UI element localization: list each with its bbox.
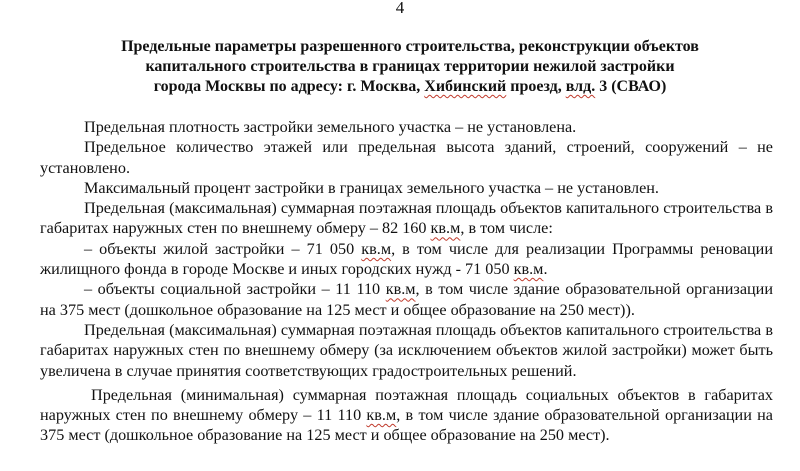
paragraph-max-area	[40, 198, 773, 239]
social-unit: кв.м	[385, 280, 416, 299]
min-social-tail: , в том числе здание образовательной организации на 375 мест (дошкольное образование на 125 мест и общее образование на 250 мест).	[40, 406, 773, 445]
paragraph-floors: Предельное количество этажей или предельная высота зданий, строений, сооружений – не установлено.	[40, 138, 773, 177]
min-social-text: Предельная (минимальная) суммарная поэтажная площадь социальных объектов в габаритах наружных стен по внешнему обмеру – 11 110	[40, 385, 773, 425]
paragraph-social	[40, 279, 773, 320]
page-number: 4	[395, 0, 405, 17]
paragraph-density: Предельная плотность застройки земельного участка – не установлена.	[84, 118, 577, 136]
max-area-unit: кв.м	[430, 219, 461, 238]
title-street-name: Хибинский	[424, 78, 507, 95]
document-body	[40, 117, 773, 446]
social-tail: , в том числе здание образовательной организации на 375 мест (дошкольное образование на 125 мест и общее образование на 250 мест)).	[40, 280, 773, 319]
paragraph-min-social-area	[40, 385, 773, 446]
residential-tail: .	[543, 260, 548, 279]
residential-text: – объекты жилой застройки – 71 050	[84, 239, 362, 258]
title-address-prefix: города Москвы по адресу: г. Москва,	[153, 78, 425, 95]
title-building-abbr: влд.	[565, 78, 596, 95]
residential-unit-2: кв.м	[513, 260, 544, 279]
residential-mid: , в том числе для реализации Программы реновации жилищного фонда в городе Москве и иных городских нужд - 71 050	[40, 239, 773, 279]
paragraph-residential	[40, 239, 773, 280]
paragraph-area-increase: Предельная (максимальная) суммарная поэтажная площадь объектов капитального строительства в габаритах наружных стен по внешнему обмеру (за исключением объектов жилой застройки) может быть увеличена в случае принятия соответствующих градостроительных решений.	[40, 320, 773, 380]
title-line-3	[40, 77, 780, 97]
max-area-tail: , в том числе:	[460, 219, 553, 238]
title-address-mid: проезд,	[506, 78, 566, 95]
title-line-2: капитального строительства в границах территории нежилой застройки	[145, 58, 675, 75]
residential-unit-1: кв.м	[361, 239, 392, 258]
max-area-text: Предельная (максимальная) суммарная поэтажная площадь объектов капитального строительства в габаритах наружных стен по внешнему обмеру – 82 160	[40, 199, 773, 238]
title-line-1: Предельные параметры разрешенного строительства, реконструкции объектов	[121, 38, 699, 55]
social-text: – объекты социальной застройки – 11 110	[84, 280, 386, 299]
min-social-unit: кв.м	[366, 406, 397, 425]
document-title	[40, 37, 780, 97]
paragraph-building-percent: Максимальный процент застройки в границах земельного участка – не установлен.	[84, 178, 659, 197]
title-address-suffix: 3 (СВАО)	[595, 78, 667, 95]
